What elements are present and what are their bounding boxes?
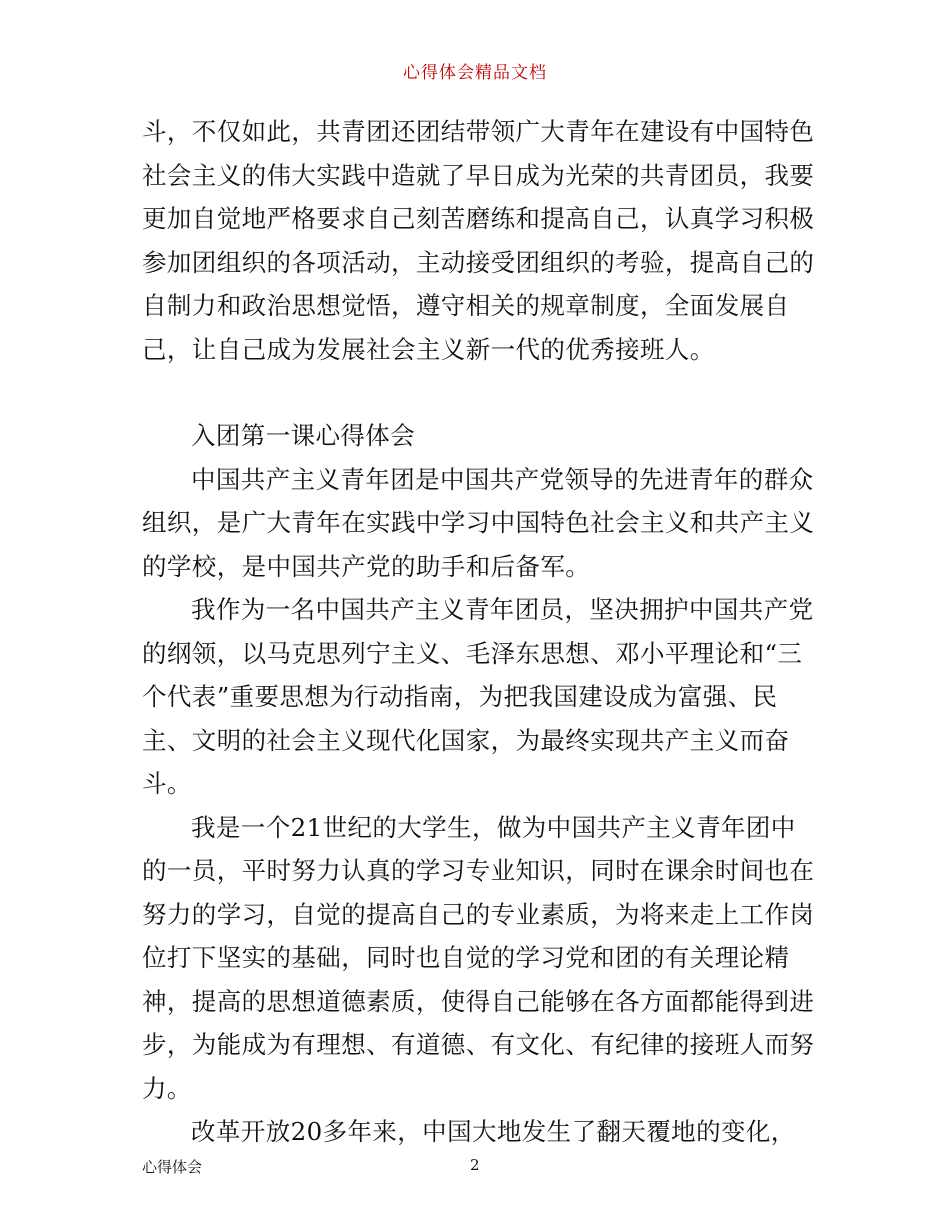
continuation-paragraph: 斗，不仅如此，共青团还团结带领广大青年在建设有中国特色社会主义的伟大实践中造就了早日成为光荣的共青团员，我要更加自觉地严格要求自己刻苦磨练和提高自己，认真学习积极参加团组织的各项活动，主动接受团组织的考验，提高自己的自制力和政治思想觉悟，遵守相关的规章制度，全面发展自己，让自己成为发展社会主义新一代的优秀接班人。 [142,117,815,364]
body-paragraph-3: 我是一个21世纪的大学生，做为中国共产主义青年团中的一员，平时努力认真的学习专业知识，同时在课余时间也在努力的学习，自觉的提高自己的专业素质，为将来走上工作岗位打下坚实的基础，同时也自觉的学习党和团的有关理论精神，提高的思想道德素质，使得自己能够在各方面都能得到进步，为能成为有理想、有道德、有文化、有纪律的接班人而努力。 [142,812,815,1103]
body-paragraph-4: 改革开放20多年来，中国大地发生了翻天覆地的变化， [191,1117,796,1146]
section-heading: 入团第一课心得体会 [191,421,416,450]
body-paragraph-2: 我作为一名中国共产主义青年团员，坚决拥护中国共产党的纲领，以马克思列宁主义、毛泽东思想、邓小平理论和“三个代表”重要思想为行动指南，为把我国建设成为富强、民主、文明的社会主义现代化国家，为最终实现共产主义而奋斗。 [142,595,814,798]
page-header-title: 心得体会精品文档 [403,63,547,83]
page-number: 2 [470,1156,480,1174]
document-body [142,110,818,1154]
body-paragraph-1: 中国共产主义青年团是中国共产党领导的先进青年的群众组织，是广大青年在实践中学习中国特色社会主义和共产主义的学校，是中国共产党的助手和后备军。 [142,464,815,581]
page-footer [0,1156,950,1178]
footer-label: 心得体会 [142,1158,203,1176]
